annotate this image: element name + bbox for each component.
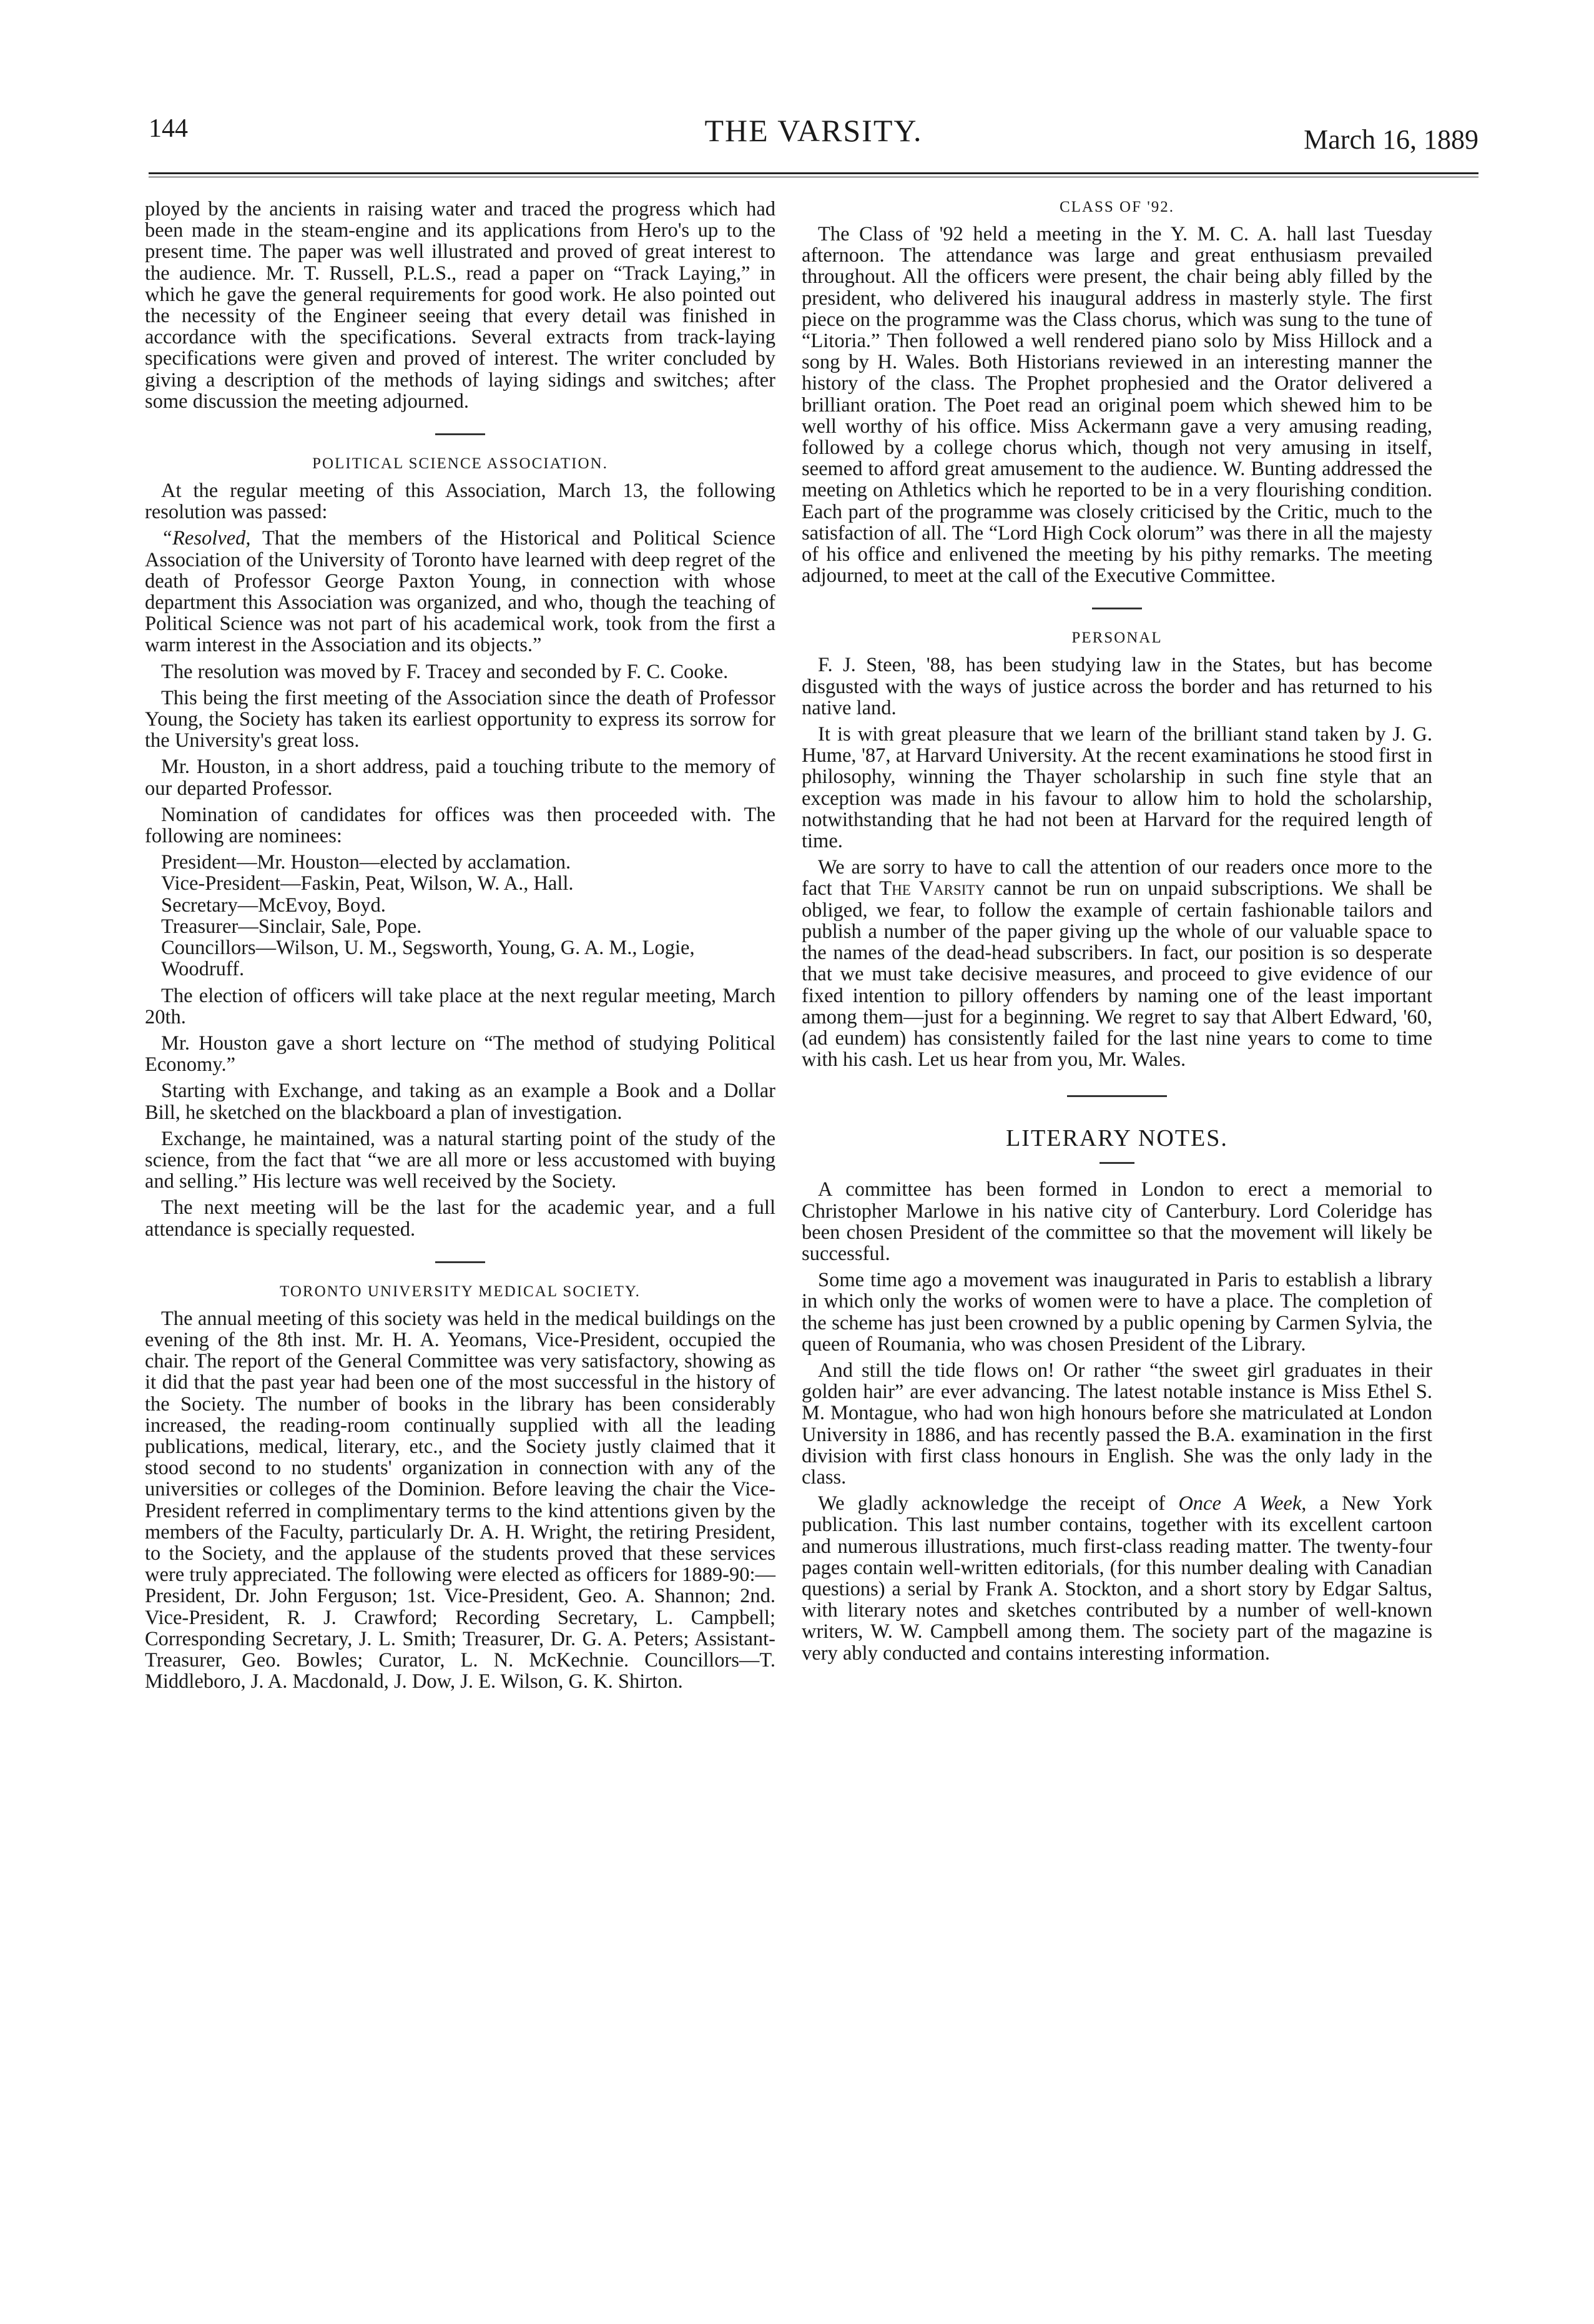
paragraph: The annual meeting of this society was held in the medical buildings on the evening of the 8th inst. Mr. H. A. Yeomans, Vice-President, occupied the chair. The report of the General Committee was very satisfactory, showing as it did that the past year had been one of the most successful in the history of the Society. The number of books in the library has been considerably increased, the reading-room continually supplied with all the leading publications, medical, literary, etc., and the Society justly claimed that it stood second to no students' organization in connection with any of the universities or colleges of the Dominion. Before leaving the chair the Vice-President referred in complimentary terms to the kind attentions given by the members of the Faculty, particularly Dr. A. H. Wright, the retiring President, to the Society, and the applause of the students proved that these services were truly appreciated. The following were elected as officers for 1889-90:—President, Dr. John Ferguson; 1st. Vice-President, Geo. A. Shannon; 2nd. Vice-President, R. J. Crawford; Recording Secretary, L. Campbell; Corresponding Secretary, J. L. Smith; Treasurer, Dr. G. A. Peters; Assistant-Treasurer, Geo. Bowles; Curator, L. N. McKechnie. Councillors—T. Middleboro, J. A. Macdonald, J. Dow, J. E. Wilson, G. K. Shirton.: [145, 1307, 775, 1693]
class-92-section: [802, 199, 1432, 586]
resolution-paragraph: [145, 528, 775, 656]
title-rule: [1100, 1162, 1134, 1164]
text-run: We are sorry to have to call the attention of our readers once more to the fact that: [802, 856, 1432, 900]
journal-title: THE VARSITY.: [704, 113, 923, 148]
separator: [1067, 1095, 1167, 1097]
magazine-title: Once A Week: [1178, 1492, 1302, 1515]
nominee-line: President—Mr. Houston—elected by acclamation.: [161, 851, 571, 874]
varsity-name: The Varsity: [879, 877, 986, 900]
engineering-continuation: ployed by the ancients in raising water and traced the progress which had been made in the steam-engine and its applications from Hero's up to the present time. The paper was well illustrated and proved of great interest to the audience. Mr. T. Russell, P.L.S., read a paper on “Track Laying,” in which he gave the general requirements for good work. He also pointed out the necessity of the Engineer seeing that every detail was finished in accordance with the specifications. Several extracts from track-laying specifications were given and proved of interest. The writer concluded by giving a description of the methods of laying sidings and switches; after some discussion the meeting adjourned.: [145, 198, 775, 413]
page-number: 144: [149, 114, 188, 143]
paragraph: Exchange, he maintained, was a natural starting point of the study of the science, from the fact that “we are all more or less accustomed with buying and selling.” His lecture was well received by the Society.: [145, 1127, 775, 1193]
paragraph: And still the tide flows on! Or rather “the sweet girl graduates in their golden hair” are ever advancing. The latest notable instance is Miss Ethel S. M. Montague, who had won high honours before she matriculated at London University in 1886, and has recently passed the B.A. examination in the first division with first class honours in English. She was the only lady in the class.: [802, 1359, 1432, 1489]
resolution-text: That the members of the Historical and Political Science Association of the University of Toronto have learned with deep regret of the death of Professor George Paxton Young, in connection with whose department this Association was organized, and who, though the teaching of Political Science was not part of his academical work, took from the first a warm interest in the Association and its objects.”: [145, 527, 775, 657]
paragraph: F. J. Steen, '88, has been studying law in the States, but has become disgusted with the ways of justice across the border and has returned to his native land.: [802, 654, 1432, 719]
text-run: cannot be run on unpaid subscriptions. We shall be obliged, we fear, to follow the example of certain fashionable tailors and publish a number of the paper giving up the whole of our valuable space to the names of the dead-head subscribers. In fact, our position is so desperate that we must take decisive measures, and proceed to give evidence of our fixed intention to pillory offenders by naming one of the least important among them—just for a beginning. We regret to say that Albert Edward, '60, (ad eundem) has consistently failed for the last nine years to come to time with his cash. Let us hear from you, Mr. Wales.: [802, 877, 1432, 1071]
literary-notes-section: [802, 1125, 1432, 1663]
header-rule: [149, 172, 1478, 174]
text-run: , a New York publication. This last number contains, together with its excellent cartoon and numerous illustrations, much first-class reading matter. The twenty-four pages contain well-written editorials, (for this number dealing with Canadian questions) a serial by Frank A. Stockton, and a short story by Edgar Saltus, with literary notes and sketches contributed by a number of well-known writers, W. W. Campbell among them. The society part of the magazine is very ably conducted and contains interesting information.: [802, 1492, 1432, 1665]
political-science-section: [145, 455, 775, 1240]
text-run: We gladly acknowledge the receipt of: [818, 1492, 1179, 1515]
nominee-line: Treasurer—Sinclair, Sale, Pope.: [161, 915, 422, 938]
section-title: TORONTO UNIVERSITY MEDICAL SOCIETY.: [280, 1283, 641, 1300]
section-title: CLASS OF '92.: [1059, 199, 1175, 215]
nominee-line: Councillors—Wilson, U. M., Segsworth, Young, G. A. M., Logie, Woodruff.: [161, 937, 695, 981]
medical-society-section: [145, 1283, 775, 1693]
paragraph: The Class of '92 held a meeting in the Y. M. C. A. hall last Tuesday afternoon. The attendance was large and great enthusiasm prevailed throughout. All the officers were present, the chair being ably filled by the president, who delivered his inaugural address in masterly style. The first piece on the programme was the Class chorus, which was sung to the tune of “Litoria.” Then followed a well rendered piano solo by Miss Hillock and a song by H. Wales. Both Historians reviewed in an interesting manner the history of the class. The Prophet prophesied and the Orator delivered a brilliant oration. The Poet read an original poem which shewed him to be well worthy of his office. Miss Ackermann gave a very amusing reading, followed by a college chorus which, though not very amusing in itself, seemed to afford great amusement to the audience. W. Bunting addressed the meeting on Athletics which he reported to be in a very flourishing condition. Each part of the programme was closely criticised by the Critic, much to the satisfaction of all. The “Lord High Cock olorum” was there in all the majesty of his office and enlivened the meeting by his pithy remarks. The meeting adjourned, to meet at the call of the Executive Committee.: [802, 223, 1432, 588]
right-column: [802, 199, 1432, 1669]
separator: [435, 433, 485, 435]
left-column: [145, 199, 775, 1697]
paragraph: Mr. Houston, in a short address, paid a touching tribute to the memory of our departed Professor.: [145, 756, 775, 800]
page-header: [149, 110, 1478, 160]
paragraph: It is with great pleasure that we learn of the brilliant stand taken by J. G. Hume, '87, at Harvard University. At the recent examinations he stood first in philosophy, winning the Thayer scholarship in such fine style that an exception was made in his favour to allow him to hold the scholarship, notwithstanding that he had not been at Harvard for the required length of time.: [802, 723, 1432, 853]
section-title: PERSONAL: [1071, 629, 1163, 647]
issue-date: March 16, 1889: [1304, 124, 1478, 155]
paragraph: Mr. Houston gave a short lecture on “The method of studying Political Economy.”: [145, 1032, 775, 1076]
paragraph: At the regular meeting of this Association, March 13, the following resolution was passed:: [145, 480, 775, 524]
paragraph: A committee has been formed in London to erect a memorial to Christopher Marlowe in his native city of Canterbury. Lord Coleridge has been chosen President of the committee so that the movement will likely be successful.: [802, 1178, 1432, 1265]
personal-section: [802, 629, 1432, 1070]
resolved-word: “Resolved,: [161, 527, 251, 550]
paragraph: This being the first meeting of the Association since the death of Professor Young, the Society has taken its earliest opportunity to express its sorrow for the University's great loss.: [145, 686, 775, 752]
paragraph: The resolution was moved by F. Tracey and seconded by F. C. Cooke.: [161, 660, 729, 683]
section-title: POLITICAL SCIENCE ASSOCIATION.: [312, 455, 608, 473]
subscription-paragraph: [802, 857, 1432, 1070]
nominee-line: Vice-President—Faskin, Peat, Wilson, W. A., Hall.: [161, 872, 574, 895]
paragraph: Some time ago a movement was inaugurated in Paris to establish a library in which only the works of women were to have a place. The completion of the scheme has just been crowned by a public opening by Carmen Sylvia, the queen of Roumania, who was chosen President of the Library.: [802, 1269, 1432, 1356]
section-title: LITERARY NOTES.: [1006, 1125, 1228, 1152]
separator: [1092, 608, 1142, 609]
once-a-week-paragraph: [802, 1493, 1432, 1664]
paragraph: The election of officers will take place at the next regular meeting, March 20th.: [145, 984, 775, 1028]
paragraph: The next meeting will be the last for the academic year, and a full attendance is specially requested.: [145, 1196, 775, 1241]
paragraph: Nomination of candidates for offices was then proceeded with. The following are nominees:: [145, 803, 775, 848]
nominee-line: Secretary—McEvoy, Boyd.: [161, 894, 386, 917]
separator: [435, 1261, 485, 1263]
paragraph: Starting with Exchange, and taking as an example a Book and a Dollar Bill, he sketched on the blackboard a plan of investigation.: [145, 1080, 775, 1124]
